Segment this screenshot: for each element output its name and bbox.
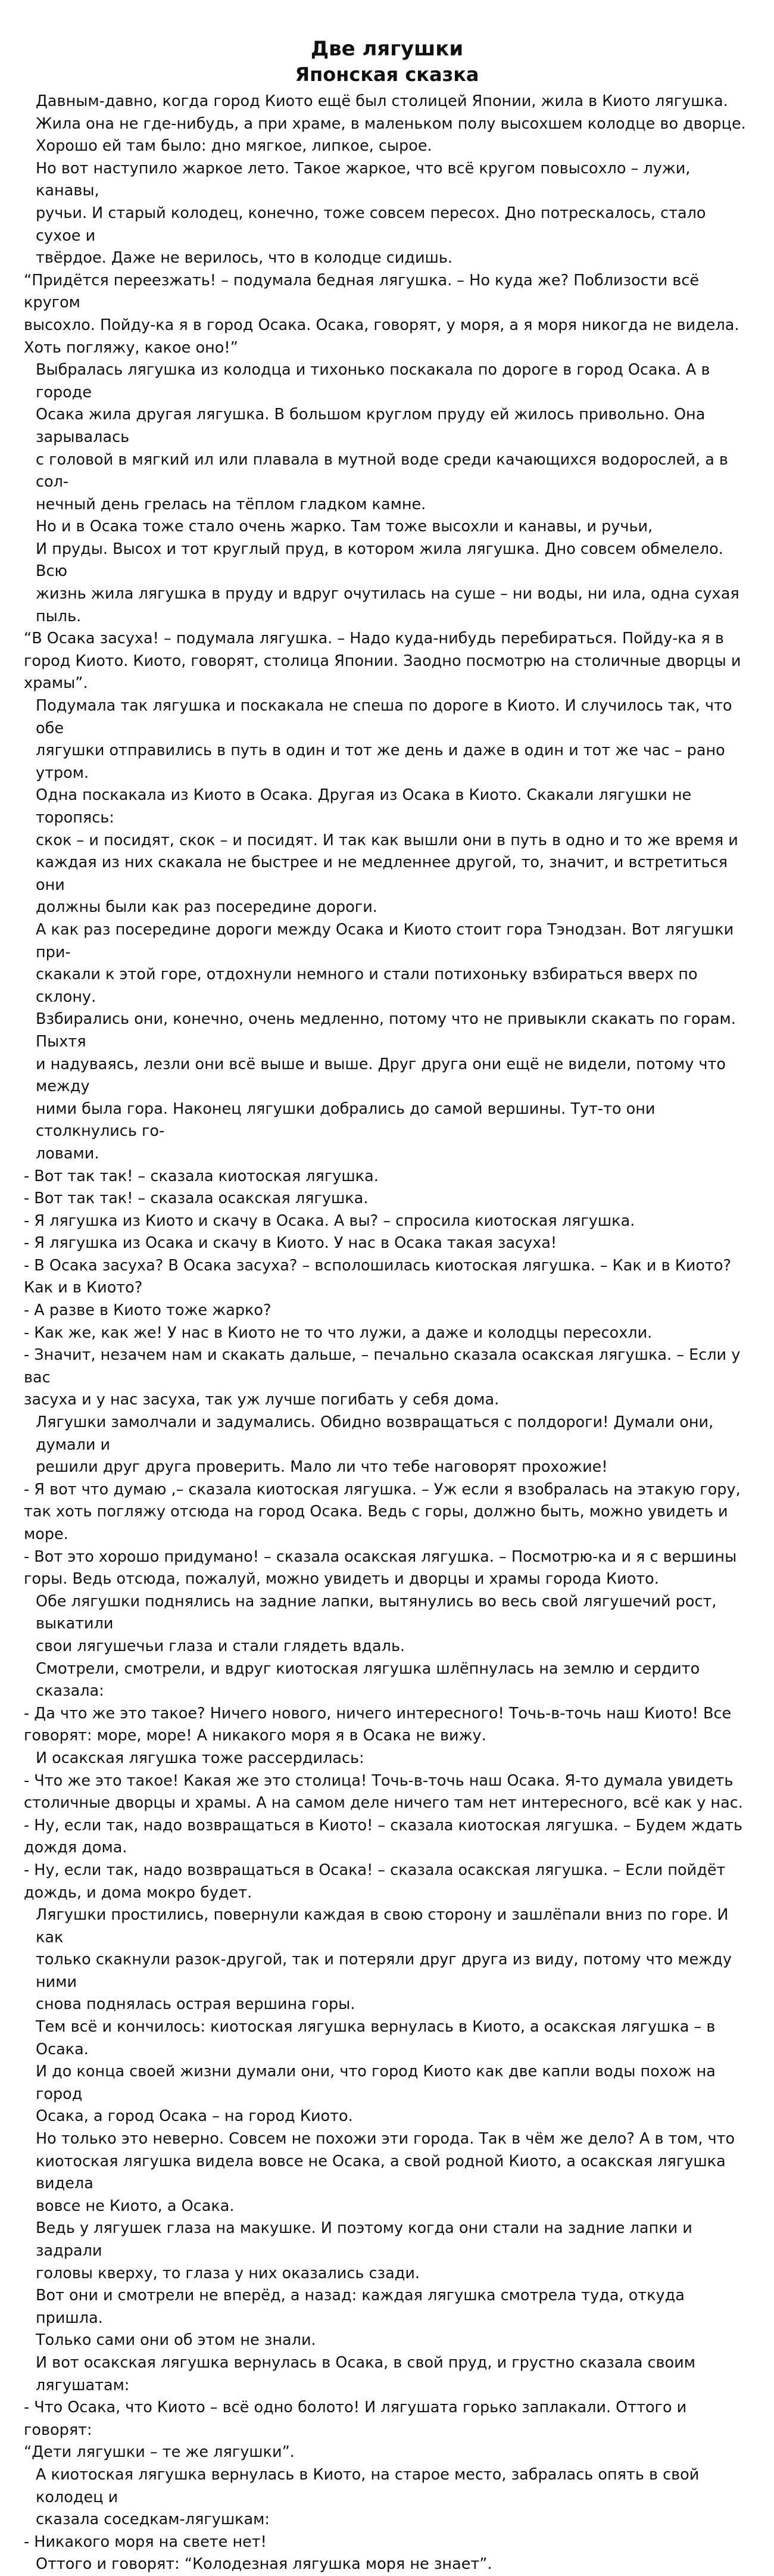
text-paragraph: Лягушки замолчали и задумались. Обидно возвращаться с полдороги! Думали они, думали и решили друг друга проверить. Мало ли что тебе наговорят прохожие! xyxy=(36,1413,714,1477)
dialog-paragraph: - Вот так так! – сказала киотоская лягушка. xyxy=(24,1167,379,1185)
text-paragraph: А как раз посередине дороги между Осака и Киото стоит гора Тэнодзан. Вот лягушки при- скакали к этой горе, отдохнули немного и стали потихоньку взбираться вверх по склону. Взбирались они, конечно, очень медленно, потому что не привыкли скакать по горам. Пыхтя и надуваясь, лезли они всё выше и выше. Друг друга они ещё не видели, потому что между ними была гора. Наконец лягушки добрались до самой вершины. Тут-то они столкнулись го- ловами. xyxy=(36,920,736,1163)
dialog-paragraph: - Ну, если так, надо возвращаться в Осака! – сказала осакская лягушка. – Если пойдёт дождь, и дома мокро будет. xyxy=(24,1861,726,1902)
text-paragraph: Обе лягушки поднялись на задние лапки, вытянулись во весь свой лягушечий рост, выкатили свои лягушечьи глаза и стали глядеть вдаль. xyxy=(36,1592,717,1655)
text-paragraph: Вот они и смотрели не вперёд, а назад: каждая лягушка смотрела туда, откуда пришла. Только сами они об этом не знали. xyxy=(36,2287,685,2350)
text-paragraph: И вот осакская лягушка вернулась в Осака, в свой пруд, и грустно сказала своим лягушатам: xyxy=(36,2353,695,2394)
dialog-paragraph: - Что Осака, что Киото – всё одно болото! И лягушата горько заплакали. Оттого и говорят: “Дети лягушки – те же лягушки”. xyxy=(24,2399,687,2462)
dialog-paragraph: - Никакого моря на свете нет! xyxy=(24,2533,267,2551)
text-paragraph: Но вот наступило жаркое лето. Такое жаркое, что всё кругом повысохло – лужи, канавы, ручьи. И старый колодец, конечно, тоже совсем пересох. Дно потрескалось, стало сухое и твёрдое. Даже не верилось, что в колодце сидишь. xyxy=(36,159,706,267)
dialog-paragraph: - Ну, если так, надо возвращаться в Киото! – сказала киотоская лягушка. – Будем ждать дождя дома. xyxy=(24,1816,742,1857)
text-paragraph: Тем всё и кончилось: киотоская лягушка вернулась в Киото, а осакская лягушка – в Осака. И до конца своей жизни думали они, что город Киото как две капли воды похож на город Осака, а город Осака – на город Киото. xyxy=(36,2018,716,2126)
dialog-paragraph: - Я лягушка из Осака и скачу в Киото. У нас в Осака такая засуха! xyxy=(24,1234,557,1253)
dialog-paragraph: - В Осака засуха? В Осака засуха? – всполошилась киотоская лягушка. – Как и в Киото? Как и в Киото? xyxy=(24,1256,731,1297)
text-paragraph: И осакская лягушка тоже рассердилась: xyxy=(36,1749,364,1767)
dialog-paragraph: “Придётся переезжать! – подумала бедная лягушка. – Но куда же? Поблизости всё кругом высохло. Пойду-ка я в город Осака. Осака, говорят, у моря, а я моря никогда не видела. Хоть погляжу, какое оно!” xyxy=(24,271,739,357)
dialog-paragraph: “В Осака засуха! – подумала лягушка. – Надо куда-нибудь перебираться. Пойду-ка я в город Киото. Киото, говорят, столица Японии. Заодно посмотрю на столичные дворцы и храмы”. xyxy=(24,630,741,693)
dialog-paragraph: - Я лягушка из Киото и скачу в Осака. А вы? – спросила киотоская лягушка. xyxy=(24,1211,635,1230)
text-paragraph: Но только это неверно. Совсем не похожи эти города. Так в чём же дело? А в том, что киотоская лягушка видела вовсе не Осака, а свой родной Киото, а осакская лягушка видела вовсе не Киото, а Осака. xyxy=(36,2130,735,2215)
story-title: Две лягушки xyxy=(310,37,464,61)
text-paragraph: Оттого и говорят: “Колодезная лягушка моря не знает”. xyxy=(36,2555,492,2574)
text-paragraph: А киотоская лягушка вернулась в Киото, на старое место, забралась опять в свой колодец и сказала соседкам-лягушкам: xyxy=(36,2465,700,2529)
dialog-paragraph: - Да что же это такое? Ничего нового, ничего интересного! Точь-в-точь наш Киото! Все говорят: море, море! А никакого моря я в Осака не вижу. xyxy=(24,1704,732,1745)
dialog-paragraph: - Вот это хорошо придумано! – сказала осакская лягушка. – Посмотрю-ка и я с вершины горы. Ведь отсюда, пожалуй, можно увидеть и дворцы и храмы города Киото. xyxy=(24,1547,737,1588)
text-paragraph: Но и в Осака тоже стало очень жарко. Там тоже высохли и канавы, и ручьи, И пруды. Высох и тот круглый пруд, в котором жила лягушка. Дно совсем обмелело. Всю жизнь жила лягушка в пруду и вдруг очутилась на суше – ни воды, ни ила, одна сухая пыль. xyxy=(36,518,739,625)
story-body xyxy=(24,91,750,2576)
text-paragraph: Давным-давно, когда город Киото ещё был столицей Японии, жила в Киото лягушка. Жила она не где-нибудь, а при храме, в маленьком полу высохшем колодце во дворце. Хорошо ей там было: дно мягкое, липкое, сырое. xyxy=(36,92,746,155)
dialog-paragraph: - Я вот что думаю ,– сказала киотоская лягушка. – Уж если я взобралась на этакую гору, так хоть погляжу отсюда на город Осака. Ведь с горы, должно быть, можно увидеть и море. xyxy=(24,1480,741,1543)
story-subtitle: Японская сказка xyxy=(295,63,479,86)
text-paragraph: Выбралась лягушка из колодца и тихонько поскакала по дороге в город Осака. А в городе Осака жила другая лягушка. В большом круглом пруду ей жилось привольно. Она зарывалась с головой в мягкий ил или плавала в мутной воде среди качающихся водорослей, а в сол- нечный день грелась на тёплом гладком камне. xyxy=(36,361,728,513)
dialog-paragraph: - Вот так так! – сказала осакская лягушка. xyxy=(24,1189,369,1208)
dialog-paragraph: - А разве в Киото тоже жарко? xyxy=(24,1301,271,1320)
text-paragraph: Лягушки простились, повернули каждая в свою сторону и зашлёпали вниз по горе. И как только скакнули разок-другой, так и потеряли друг друга из виду, потому что между ними снова поднялась острая вершина горы. xyxy=(36,1906,732,2014)
dialog-paragraph: - Значит, незачем нам и скакать дальше, – печально сказала осакская лягушка. – Если у вас засуха и у нас засуха, так уж лучше погибать у себя дома. xyxy=(24,1346,741,1409)
text-paragraph: Подумала так лягушка и поскакала не спеша по дороге в Киото. И случилось так, что обе лягушки отправились в путь в один и тот же день и даже в один и тот же час – рано утром. Одна поскакала из Киото в Осака. Другая из Осака в Киото. Скакали лягушки не торопясь: скок – и посидят, скок – и посидят. И так как вышли они в путь в одно и то же время и каждая из них скакала не быстрее и не медленнее другой, то, значит, и встретиться они должны были как раз посередине дороги. xyxy=(36,697,738,917)
dialog-paragraph: - Что же это такое! Какая же это столица! Точь-в-точь наш Осака. Я-то думала увидеть столичные дворцы и храмы. А на самом деле ничего там нет интересного, всё как у нас. xyxy=(24,1771,743,1812)
text-paragraph: Ведь у лягушек глаза на макушке. И поэтому когда они стали на задние лапки и задрали головы кверху, то глаза у них оказались сзади. xyxy=(36,2219,692,2282)
text-paragraph: Смотрели, смотрели, и вдруг киотоская лягушка шлёпнулась на землю и сердито сказала: xyxy=(36,1659,700,1700)
dialog-paragraph: - Как же, как же! У нас в Киото не то что лужи, а даже и колодцы пересохли. xyxy=(24,1323,653,1342)
